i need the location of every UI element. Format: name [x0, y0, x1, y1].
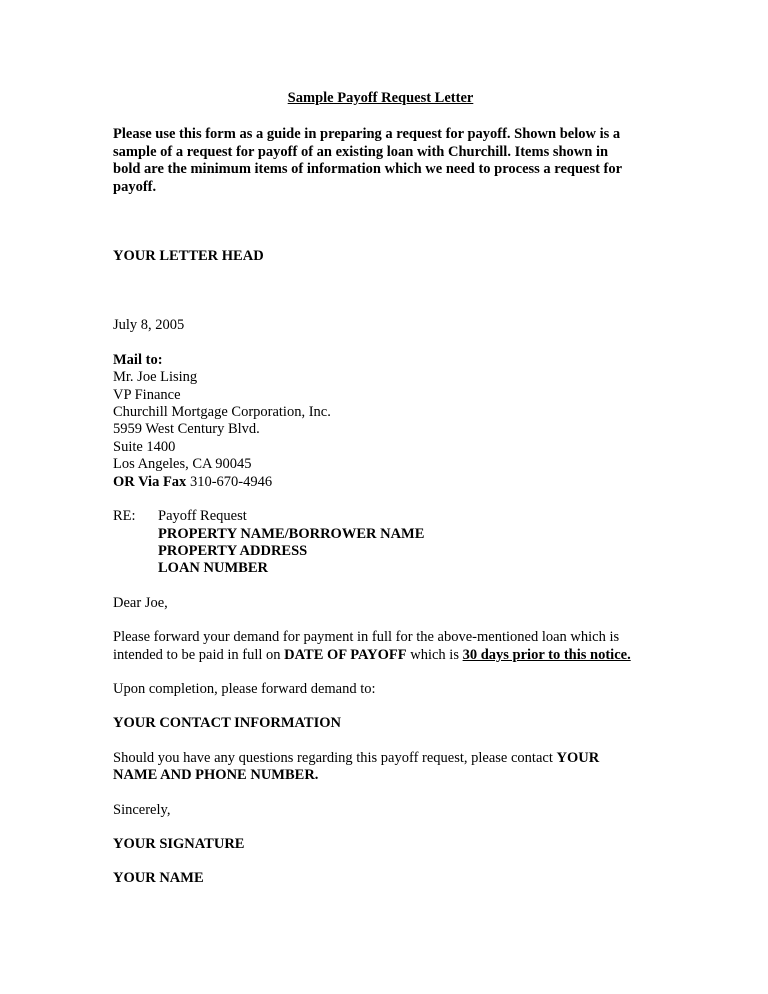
- days-prior-notice: 30 days prior to this notice.: [462, 646, 631, 663]
- address-line: 5959 West Century Blvd.: [113, 421, 260, 438]
- re-block: [113, 508, 648, 578]
- forward-demand-paragraph: Upon completion, please forward demand to:: [113, 680, 376, 697]
- intro-line: Please use this form as a guide in preparing a request for payoff. Shown below is a: [113, 126, 621, 143]
- re-subject: Payoff Request: [158, 508, 247, 525]
- re-label: RE:: [113, 508, 136, 525]
- re-item: PROPERTY ADDRESS: [158, 542, 308, 559]
- questions-paragraph: [113, 750, 648, 785]
- re-lines: [158, 508, 648, 578]
- letter-head: YOUR LETTER HEAD: [113, 248, 264, 265]
- fax-line: [113, 474, 648, 491]
- address-line: Los Angeles, CA 90045: [113, 456, 252, 473]
- letter-date: July 8, 2005: [113, 317, 185, 334]
- salutation: Dear Joe,: [113, 594, 168, 611]
- signature-placeholder: YOUR SIGNATURE: [113, 835, 245, 852]
- questions-text: Should you have any questions regarding this payoff request, please contact: [113, 749, 557, 766]
- re-item: PROPERTY NAME/BORROWER NAME: [158, 525, 425, 542]
- address-line: Mr. Joe Lising: [113, 369, 198, 386]
- address-line: Churchill Mortgage Corporation, Inc.: [113, 404, 331, 421]
- fax-number: 310-670-4946: [186, 473, 273, 490]
- payment-line-2: [113, 647, 648, 664]
- document-title: Sample Payoff Request Letter: [287, 90, 474, 106]
- intro-line: bold are the minimum items of information which we need to process a request for: [113, 161, 623, 178]
- which-is-text: which is: [406, 646, 463, 663]
- re-item: LOAN NUMBER: [158, 560, 268, 577]
- your-name-placeholder: YOUR NAME: [113, 870, 204, 887]
- your-placeholder: YOUR: [556, 749, 600, 766]
- date-of-payoff: DATE OF PAYOFF: [284, 646, 407, 663]
- intro-line: sample of a request for payoff of an existing loan with Churchill. Items shown in: [113, 143, 609, 160]
- contact-information: YOUR CONTACT INFORMATION: [113, 715, 341, 732]
- mail-to-label: Mail to:: [113, 351, 163, 368]
- intro-paragraph: [113, 126, 648, 196]
- name-phone-placeholder: NAME AND PHONE NUMBER.: [113, 767, 319, 784]
- mail-to-block: [113, 352, 648, 491]
- closing: Sincerely,: [113, 801, 171, 818]
- address-line: VP Finance: [113, 386, 181, 403]
- questions-line-1: [113, 750, 648, 767]
- intro-line: payoff.: [113, 178, 157, 195]
- payment-paragraph: [113, 629, 648, 664]
- payment-line-2-start: intended to be paid in full on: [113, 646, 285, 663]
- fax-label: OR Via Fax: [113, 473, 187, 490]
- letter-page: [113, 90, 648, 888]
- address-line: Suite 1400: [113, 438, 176, 455]
- payment-line-1: Please forward your demand for payment in full for the above-mentioned loan which is: [113, 629, 620, 646]
